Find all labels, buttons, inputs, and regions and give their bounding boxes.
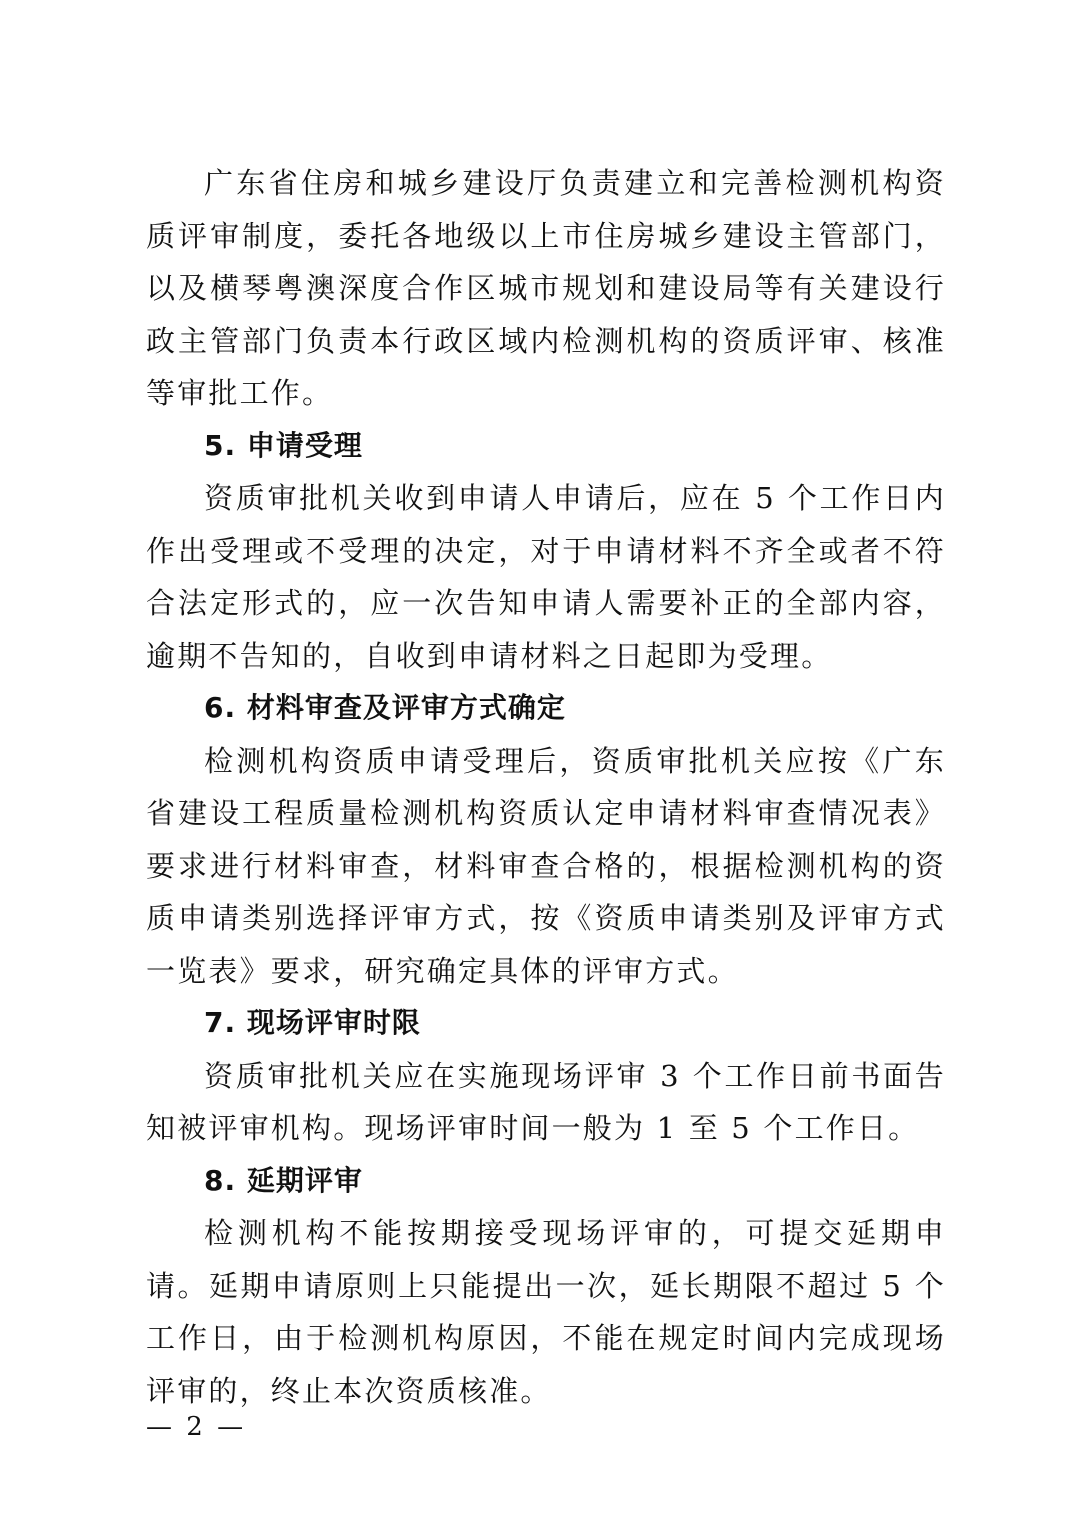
section-heading: 8. 延期评审 bbox=[204, 1163, 363, 1197]
section-heading: 7. 现场评审时限 bbox=[204, 1006, 421, 1039]
section-heading: 6. 材料审查及评审方式确定 bbox=[204, 691, 566, 724]
section-heading: 5. 申请受理 bbox=[204, 428, 363, 462]
page-number: — 2 — bbox=[146, 1412, 247, 1442]
body-paragraph: 广东省住房和城乡建设厅负责建立和完善检测机构资质评审制度，委托各地级以上市住房城乡建设主管部门，以及横琴粤澳深度合作区城市规划和建设局等有关建设行政主管部门负责本行政区域内检测机构的资质评审、核准等审批工作。 bbox=[146, 166, 946, 410]
body-paragraph: 资质审批机关应在实施现场评审 3 个工作日前书面告知被评审机构。现场评审时间一般为 1 至 5 个工作日。 bbox=[146, 1058, 946, 1145]
body-paragraph: 检测机构资质申请受理后，资质审批机关应按《广东省建设工程质量检测机构资质认定申请材料审查情况表》要求进行材料审查，材料审查合格的，根据检测机构的资质申请类别选择评审方式，按《资质申请类别及评审方式一览表》要求，研究确定具体的评审方式。 bbox=[146, 743, 946, 988]
body-paragraph: 资质审批机关收到申请人申请后，应在 5 个工作日内作出受理或不受理的决定，对于申请材料不齐全或者不符合法定形式的，应一次告知申请人需要补正的全部内容，逾期不告知的，自收到申请材料之日起即为受理。 bbox=[146, 481, 946, 673]
document-body bbox=[146, 157, 946, 1417]
body-paragraph: 检测机构不能按期接受现场评审的，可提交延期申请。延期申请原则上只能提出一次，延长期限不超过 5 个工作日，由于检测机构原因，不能在规定时间内完成现场评审的，终止本次资质核准。 bbox=[146, 1216, 946, 1408]
